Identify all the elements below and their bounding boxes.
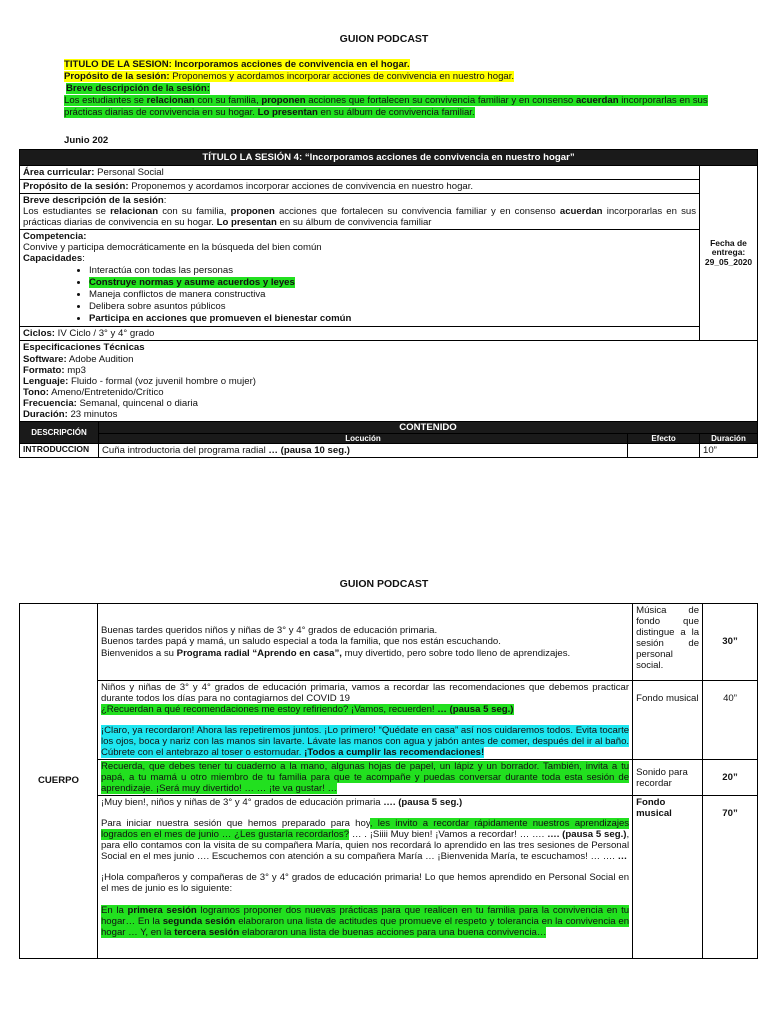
duracion-2: 40”	[703, 681, 758, 760]
col-contenido: CONTENIDO	[98, 421, 757, 433]
proposito-label: Propósito de la sesión:	[64, 71, 170, 82]
ciclos-row: Ciclos: IV Ciclo / 3° y 4° grado	[20, 327, 700, 341]
efecto-3: Sonido para recordar	[633, 760, 703, 796]
proposito-row: Propósito de la sesión: Proponemos y acordamos incorporar acciones de convivencia en nuestro hogar.	[20, 180, 700, 194]
fecha-label: Fecha de entrega:	[710, 237, 747, 258]
capacidades-label: Capacidades	[23, 253, 83, 265]
cuerpo-row-3: Recuerda, que debes tener tu cuaderno a la mano, algunas hojas de papel, un lápiz y un borrador. También, invita a tu papá, a tu mamá u otro miembro de tu familia para que te acompañe y puedas conversar durante toda esta sesión de aprendizaje. ¡Será muy divertido! … … ¡te va gustar! …	[97, 760, 632, 796]
titulo-value: Incorporamos acciones de convivencia en el hogar.	[174, 59, 410, 70]
session-title: TÍTULO LA SESIÓN 4: “Incorporamos acciones de convivencia en nuestro hogar”	[20, 150, 758, 166]
area-row: Área curricular: Personal Social	[20, 166, 700, 180]
competencia-label: Competencia:	[23, 231, 87, 243]
efecto-4: Fondo musical	[633, 796, 703, 958]
session-table	[19, 149, 758, 458]
capacidad-item: • Maneja conflictos de manera constructiva	[89, 289, 696, 300]
col-locucion: Locución	[98, 433, 627, 443]
fecha-entrega	[700, 166, 758, 341]
capacidad-item: • Delibera sobre asuntos públicos	[89, 301, 696, 312]
page-2-title: GUION PODCAST	[339, 578, 429, 590]
session-summary	[64, 59, 724, 119]
duracion-1: 30”	[703, 604, 758, 681]
intro-duracion: 10”	[700, 443, 758, 457]
capacidad-item: • Participa en acciones que promueven el bienestar común	[89, 313, 696, 324]
competencia-value: Convive y participa democráticamente en la búsqueda del bien común	[23, 242, 322, 254]
month-label: Junio 202	[64, 135, 109, 146]
session-description: Los estudiantes se relacionan con su familia, proponen acciones que fortalecen su convivencia familiar y en consenso acuerdan incorporarlas en sus prácticas diarias de convivencia en su hogar. Lo presentan en su álbum de convivencia familiar.	[64, 95, 708, 118]
competencia-row: Competencia: Convive y participa democráticamente en la búsqueda del bien común Capacidades: • Interactúa con todas las personas • Construye normas y asume acuerdos y leyes • Maneja conflictos de manera constructiva • Delibera sobre asuntos públicos • Participa en acciones que promueven el bienestar común	[20, 230, 700, 327]
espec-title: Especificaciones Técnicas	[23, 342, 145, 354]
page-1-title: GUION PODCAST	[339, 33, 429, 45]
duracion-3: 20”	[703, 760, 758, 796]
especificaciones-row: Especificaciones Técnicas Software: Adobe Audition Formato: mp3 Lenguaje: Fluido - formal (voz juvenil hombre o mujer) Tono: Ameno/Entretenido/Crítico Frecuencia: Semanal, quincenal o diaria Duración: 23 minutos	[20, 341, 758, 421]
cuerpo-label: CUERPO	[20, 604, 98, 959]
intro-efecto	[628, 443, 700, 457]
col-duracion: Duración	[700, 433, 758, 443]
fecha-value: 29_05_2020	[704, 257, 753, 268]
col-descripcion: DESCRIPCIÓN	[20, 421, 99, 443]
efecto-2: Fondo musical	[633, 681, 703, 760]
cuerpo-table	[19, 603, 758, 959]
titulo-label: TITULO DE LA SESION:	[64, 59, 172, 70]
cuerpo-row-1: Buenas tardes queridos niños y niñas de 3° y 4° grados de educación primaria. Buenos tardes papá y mamá, un saludo especial a toda la familia, que nos están escuchando. Bienvenidos a su Programa radial “Aprendo en casa”, muy divertido, pero sobre todo lleno de aprendizajes.	[97, 604, 632, 681]
duracion-4: 70”	[703, 796, 758, 958]
proposito-value: Proponemos y acordamos incorporar acciones de convivencia en nuestro hogar.	[172, 71, 515, 82]
intro-text: Cuña introductoria del programa radial … (pausa 10 seg.)	[98, 443, 627, 457]
col-efecto: Efecto	[628, 433, 700, 443]
capacidad-item: • Interactúa con todas las personas	[89, 265, 696, 276]
breve-label: Breve descripción de la sesión:	[66, 83, 210, 94]
capacidad-item: • Construye normas y asume acuerdos y leyes	[89, 277, 696, 288]
cuerpo-row-2: Niños y niñas de 3° y 4° grados de educación primaria, vamos a recordar las recomendaciones que debemos practicar durante todos los días para no contagiarnos del COVID 19 ¿Recuerdan a qué recomendaciones me estoy refiriendo? ¡Vamos, recuerden! … (pausa 5 seg.) ¡Claro, ya recordaron! Ahora las repetiremos juntos. ¡Lo primero! “Quédate en casa” así nos cuidaremos todos. Evita tocarte los ojos, boca y nariz con las manos sin lavarte. Lávate las manos con agua y jabón antes de comer, después del ir al baño. Cúbrete con el antebrazo al toser o estornudar. ¡Todos a cumplir las recomendaciones!	[97, 681, 632, 760]
capacidades-list	[23, 265, 696, 324]
descripcion-row: Breve descripción de la sesión: Los estudiantes se relacionan con su familia, proponen acciones que fortalecen su convivencia familiar y en consenso acuerdan incorporarlas en sus prácticas diarias de convivencia en su hogar. Lo presentan en su álbum de convivencia familiar	[20, 194, 700, 230]
cuerpo-row-4: ¡Muy bien!, niños y niñas de 3° y 4° grados de educación primaria …. (pausa 5 seg.) Para iniciar nuestra sesión que hemos preparado para hoy, les invito a recordar rápidamente nuestros aprendizajes logrados en el mes de junio … ¿Les gustaría recordarlos? … . ¡Siiii Muy bien! ¡Vamos a recordar! … …. …. (pausa 5 seg.), para ello contamos con la visita de su compañera María, quien nos recordará lo aprendido en las tres sesiones de Personal Social en el mes junio …. Escuchemos con atención a su compañera María … ¡Bienvenida María, te escuchamos! … …. … ¡Hola compañeros y compañeras de 3° y 4° grados de educación primaria! Lo que hemos aprendido en Personal Social en el mes de junio es lo siguiente: En la primera sesión logramos proponer dos nuevas prácticas para que realicen en tu familia para la convivencia en tu hogar… En la segunda sesión elaboraron una lista de actitudes que promueve el respeto y tolerancia en la convivencia en hogar … Y, en la tercera sesión elaboraron una lista de buenas acciones para una buena convivencia…	[97, 796, 632, 958]
intro-label: INTRODUCCION	[20, 443, 99, 457]
efecto-1: Música de fondo que distingue a la sesión de personal social.	[633, 604, 703, 681]
